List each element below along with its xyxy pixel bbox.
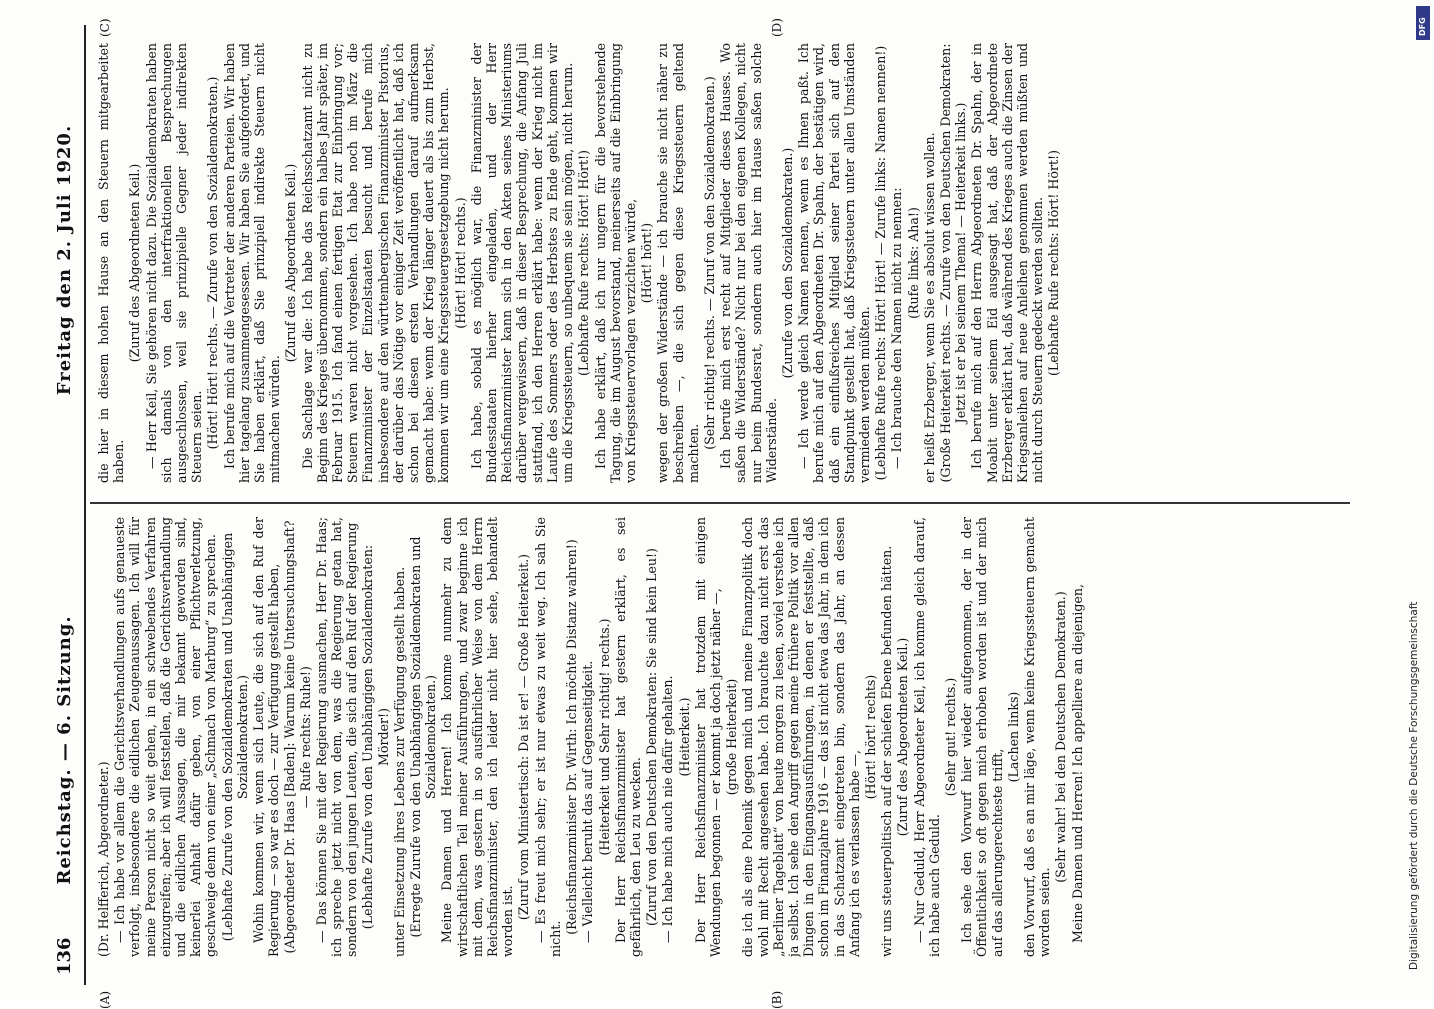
interjection: (Zuruf des Abgeordneten Keil.) [283,163,299,363]
interjection: (Lebhafte Rufe rechts: Hört! Hört!) [1046,149,1062,377]
paragraph: — Ich habe mich auch nie dafür gehalten. [660,675,676,943]
left-text-column [96,517,1346,957]
paragraph: — Vielleicht beruht das auf Gegenseitigkeit. [580,660,596,943]
column-divider [90,503,1350,505]
interjection: (Heiterkeit.) [676,697,692,777]
paragraph: wegen der großen Widerstände — ich brauche sie nicht näher zu beschreiben —, die sich gegen diese Kriegssteuern geltend machten. [655,43,701,483]
paragraph: — Es freut mich sehr; er ist nur etwas zu weit weg. Ich sah Sie nicht. [532,517,563,957]
paragraph: Meine Damen und Herren! Ich appelliere an diejenigen, [1069,584,1085,943]
paragraph: Ich berufe mich auf den Herrn Abgeordneten Dr. Spahn, der in Moabit unter seinem Eid ausgesagt hat, daß der Abgeordnete Erzberger erklärt hat, daß während des Krieges auch die Zinsen der Kriegsanleihen auf neue Anleihen genommen werden müßten und nicht durch Steuern gedeckt werden sollten. [969,43,1046,483]
interjection: (Zuruf von den Deutschen Demokraten: Sie sind kein Leu!) [644,548,660,926]
interjection: (Hört! Hört! rechts.) [452,197,468,329]
interjection: (Hört! hört!) [639,222,655,304]
interjection: (Große Heiterkeit rechts. — Zurufe von den Deutschen Demokraten: Jetzt ist er bei seinem Thema! — Heiterkeit links.) [937,43,969,483]
interjection: (Lebhafte Rufe rechts: Hört! Hört! — Zurufe links: Namen nennen!) [873,45,889,481]
interjection: (Lachen links) [1005,691,1021,783]
page-number: 136 [54,937,75,975]
paragraph: Ich habe, sobald es möglich war, die Finanzminister der Bundesstaaten hierher eingeladen, und der Herr Reichsfinanzminister kann sich in den Akten seines Ministeriums darüber vergewissern, daß in dieser Besprechung, die Anfang Juli stattfand, ich den Herren erklärt habe: wenn der Krieg nicht im Laufe des Sommers oder des Herbstes zu Ende geht, kommen wir um die Kriegssteuern, so unbequem sie sein mögen, nicht herum. [468,43,576,483]
interjection: (Lebhafte Rufe rechts: Hört! Hört!) [576,149,592,377]
paragraph: den Vorwurf, daß es an mir läge, wenn keine Kriegssteuern gemacht worden seien. [1021,517,1053,957]
right-running-title: Freitag den 2. Juli 1920. [54,124,75,396]
interjection: (Heiterkeit und Sehr richtig! rechts.) [596,618,612,856]
paragraph: — Nur Geduld, Herr Abgeordneter Keil, ich komme gleich darauf, ich habe auch Geduld. [911,517,942,957]
dfg-logo [1416,6,1430,40]
paragraph: Ich sehe den Vorwurf hier wieder aufgenommen, der in der Öffentlichkeit so oft gegen mich erhoben worden ist und der mich auf das allerungerechteste trifft, [959,517,1005,957]
paragraph: — Ich brauche den Namen nicht zu nennen: [889,187,905,469]
paragraph: — Ich werde gleich Namen nennen, wenn es Ihnen paßt. Ich berufe mich auf den Abgeordneten Dr. Spahn, der bestätigen wird, daß ein einflußreiches Mitglied seiner Partei sich auf den Standpunkt gestellt hat, daß Kriegssteuern unter allen Umständen vermieden werden müßten. [796,43,872,483]
paragraph: Der Herr Reichsfinanzminister hat gestern erklärt, es sei gefährlich, den Leu zu wecken. [612,517,643,957]
interjection: (Zuruf des Abgeordneten Keil.) [127,163,143,363]
right-text-column [96,43,1346,483]
interjection: (Sehr richtig! rechts. — Zuruf von den Sozialdemokraten.) [701,76,717,450]
paragraph: die hier in diesem hohen Hause an den Steuern mitgearbeitet haben. [96,43,127,483]
interjection: (Rufe links: Aha!) [905,207,921,319]
paragraph: — Herr Keil, Sie gehören nicht dazu. Die Sozialdemokraten haben sich damals von den interfraktionellen Besprechungen ausgeschlossen, weil sie prinzipielle Gegner jeder indirekten Steuern seien. [143,43,205,483]
interjection: (Zuruf vom Ministertisch: Da ist er! — Große Heiterkeit.) [516,553,532,921]
interjection: (Hört! Hört! rechts. — Zurufe von den Sozialdemokraten.) [205,76,221,450]
interjection: (Sehr gut! rechts.) [942,677,958,797]
margin-marker-a: (A) [98,990,112,1009]
header-rule [84,25,86,985]
paragraph: unter Einsetzung ihres Lebens zur Verfügung gestellt haben. [391,566,407,957]
interjection: (Reichsfinanzminister Dr. Wirth: Ich möchte Distanz wahren!) [564,539,580,935]
page-header [50,25,84,985]
interjection: (Lebhafte Zurufe von den Sozialdemokraten und Unabhängigen Sozialdemokraten.) [219,532,250,942]
paragraph: Ich habe erklärt, daß ich nur ungern für die bevorstehende Tagung, die im August bevorstand, meinerseits auf die Einbringung von Kriegssteuervorlagen verzichten würde, [592,43,638,483]
paragraph: Ich berufe mich auf die Vertreter der anderen Parteien. Wir haben hier tagelang zusammengesessen. Wir haben Sie aufgefordert, und Sie haben erklärt, daß Sie prinzipiell indirekte Steuern nicht mitmachen würden. [221,43,283,483]
margin-marker-c: (C) [98,18,112,37]
paragraph: Die Sachlage war die: Ich habe das Reichsschatzamt nicht zu Beginn des Krieges übernommen, sondern ein halbes Jahr später, im Februar 1915. Ich fand einen fertigen Etat zur Einbringung vor; Steuern waren nicht vorgesehen. Ich habe noch im März die Finanzminister der Einzelstaaten besucht und berufe mich insbesondere auf den württembergischen Finanzminister Pistorius, der darüber das Nötige vor einiger Zeit veröffentlicht hat, daß ich schon bei diesen ersten Verhandlungen darauf aufmerksam gemacht habe: wenn der Krieg länger dauert als bis zum Herbst, kommen wir um eine Kriegssteuergesetzgebung nicht herum. [299,43,452,483]
margin-marker-b: (B) [770,990,784,1009]
rotated-page [50,18,1360,1009]
left-running-title: Reichstag. — 6. Sitzung. [54,615,75,885]
interjection: (Erregte Zurufe von den Unabhängigen Sozialdemokraten und Sozialdemokraten.) [408,536,439,938]
margin-marker-d: (D) [770,18,784,37]
interjection: (Lebhafte Zurufe von den Unabhängigen Sozialdemokraten: Mörder!) [360,544,391,930]
paragraph: Wohin kommen wir, wenn sich Leute, die sich auf den Ruf der Regierung — so war es doch — zur Verfügung gestellt haben, [251,517,282,957]
paragraph: Ich berufe mich erst recht auf Mitglieder dieses Hauses. Wo saßen die Widerstände? Nicht nur bei den eigenen Kollegen, nicht nur beim Bundesrat, sondern auch hier im Hause saßen solche Widerstände. [718,43,779,483]
interjection: (Hört! hört! rechts) [862,674,878,800]
digitization-credit [1408,10,1428,970]
paragraph: — Ich habe vor allem die Gerichtsverhandlungen aufs genaueste verfolgt, insbesondere die eidlichen Zeugenaussagen. Ich will für meine Person nicht so weit gehen, in ein schwebendes Verfahren einzugreifen; aber ich will feststellen, daß die Gerichtsverhandlung und die eidlichen Aussagen, die mir bekannt geworden sind, keinerlei Anhalt dafür geben, von einer Pflichtverletzung, geschweige denn von einer „Schmach von Marburg“ zu sprechen. [112,517,219,957]
paragraph: — Das können Sie mit der Regierung ausmachen, Herr Dr. Haas; ich spreche jetzt nicht von dem, was die Regierung getan hat, sondern von den jungen Leuten, die sich auf den Ruf der Regierung [313,517,360,957]
paragraph: wir uns steuerpolitisch auf der schiefen Ebene befunden hätten. [879,545,895,957]
paragraph: (Dr. Helfferich, Abgeordneter.) [96,761,111,957]
interjection: (Zuruf des Abgeordneten Keil.) [895,637,911,837]
interjection: (Abgeordneter Dr. Haas [Baden]: Warum keine Untersuchungshaft? — Rufe rechts: Ruhe!) [282,520,313,954]
interjection: (Zurufe von den Sozialdemokraten.) [779,147,795,379]
paragraph: Der Herr Reichsfinanzminister hat trotzdem mit einigen Wendungen begonnen — er kommt ja doch jetzt näher —, [692,517,723,957]
paragraph: die ich als eine Polemik gegen mich und meine Finanzpolitik doch wohl mit Recht angesehen habe. Ich brauchte dazu nicht erst das „Berliner Tageblatt“ von heute morgen zu lesen, soviel verstehe ich ja selbst. Ich sehe den Angriff gegen meine frühere Politik vor allen Dingen in den Eingangsausführungen, in denen er feststellte, daß schon im Finanzjahre 1916 — das ist nicht etwa das Jahr, in dem ich in das Schatzamt eingetreten bin, sondern das Jahr, an dessen Anfang ich es verlassen habe —, [740,517,862,957]
paragraph: Meine Damen und Herren! Ich komme nunmehr zu dem wirtschaftlichen Teil meiner Ausführungen, und zwar beginne ich mit dem, was gestern in so ausführlicher Weise von dem Herrn Reichsfinanzminister, den ich leider nicht hier sehe, behandelt worden ist. [439,517,516,957]
interjection: (Sehr wahr! bei den Deutschen Demokraten.) [1053,591,1069,883]
digitization-credit-text: Digitalisierung gefördert durch die Deutsche Forschungsgemeinschaft [1408,601,1420,970]
interjection: (große Heiterkeit) [724,678,740,796]
dfg-logo-text: DFG [1418,17,1427,36]
paragraph: er heißt Erzberger, wenn Sie es absolut wissen wollen. [921,132,937,483]
